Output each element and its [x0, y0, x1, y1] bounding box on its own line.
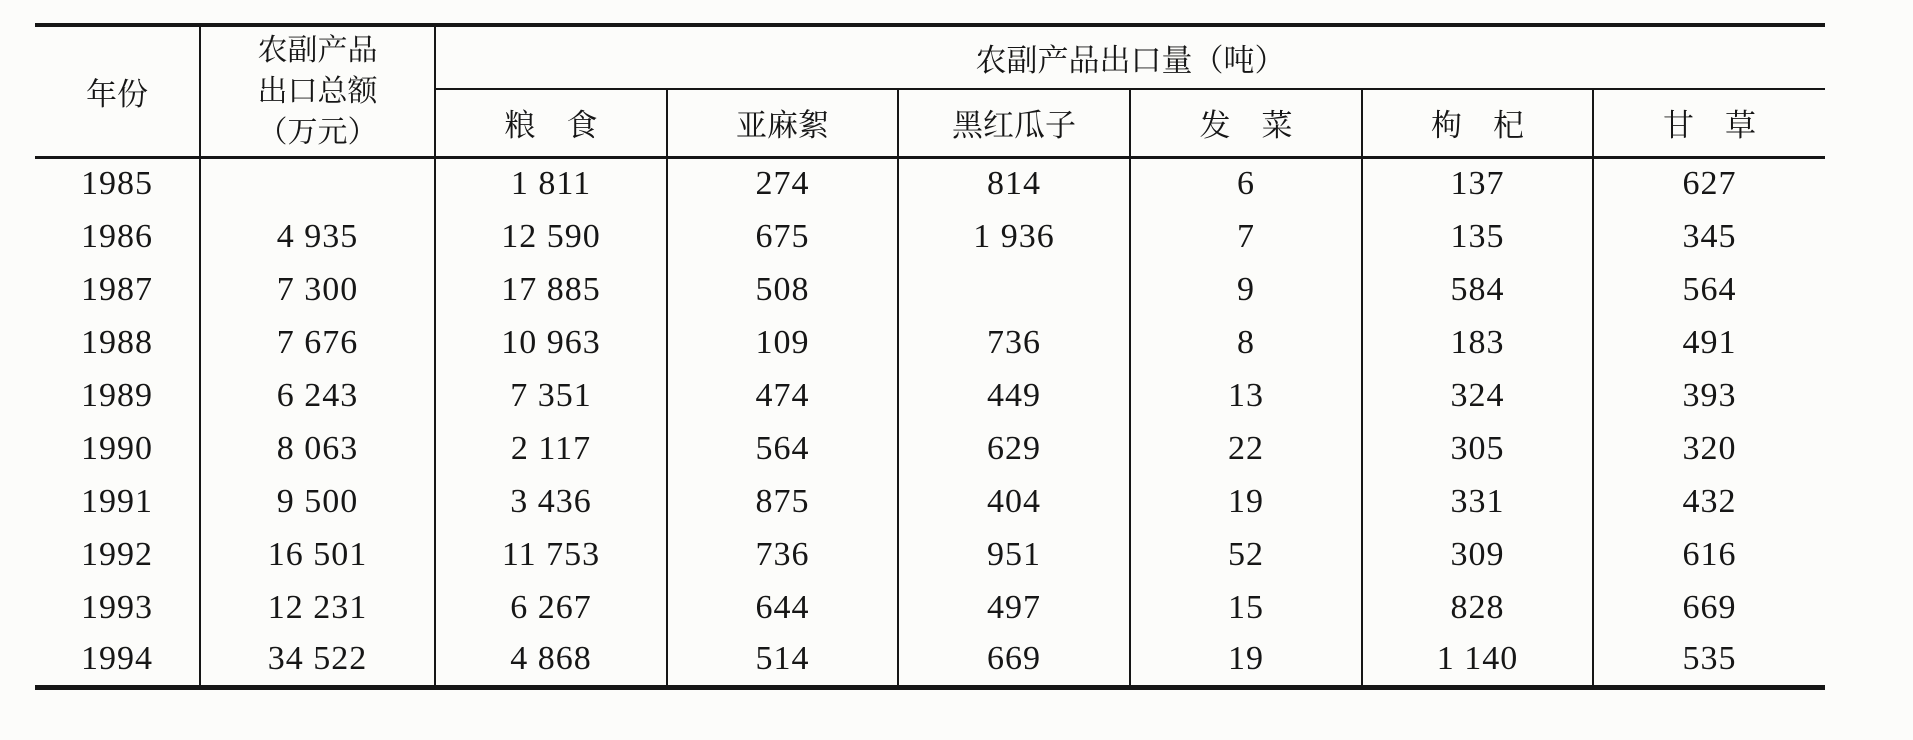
grain-cell: 17 885 — [435, 263, 667, 316]
year-cell: 1988 — [35, 316, 200, 369]
header-row-group — [35, 25, 1825, 89]
melon-seeds-cell: 814 — [898, 157, 1130, 210]
grain-cell: 11 753 — [435, 528, 667, 581]
product-header-flax: 亚麻絮 — [667, 89, 898, 157]
flax-cell: 675 — [667, 210, 898, 263]
licorice-cell: 616 — [1682, 535, 1737, 573]
licorice-cell: 320 — [1682, 429, 1737, 467]
total-export-header — [200, 25, 435, 157]
year-cell: 1990 — [35, 422, 200, 475]
licorice-cell: 535 — [1682, 640, 1737, 678]
flax-cell: 644 — [667, 581, 898, 634]
facai-cell: 22 — [1130, 422, 1362, 475]
total-cell: 8 063 — [200, 422, 435, 475]
flax-cell: 109 — [667, 316, 898, 369]
grain-cell: 12 590 — [435, 210, 667, 263]
melon-seeds-cell: 449 — [898, 369, 1130, 422]
melon-seeds-cell: 1 936 — [898, 210, 1130, 263]
year-cell: 1993 — [35, 581, 200, 634]
total-cell: 16 501 — [200, 528, 435, 581]
melon-seeds-cell: 404 — [898, 475, 1130, 528]
table-row — [35, 210, 1825, 263]
flax-cell: 736 — [667, 528, 898, 581]
grain-cell: 4 868 — [435, 634, 667, 687]
goji-cell: 305 — [1362, 422, 1593, 475]
product-header-licorice: 甘 草 — [1593, 89, 1825, 157]
year-cell: 1986 — [35, 210, 200, 263]
table-row — [35, 581, 1825, 634]
licorice-cell: 345 — [1682, 217, 1737, 255]
export-table — [35, 23, 1825, 690]
product-header-facai: 发 菜 — [1130, 89, 1362, 157]
facai-cell: 15 — [1130, 581, 1362, 634]
goji-cell: 1 140 — [1362, 634, 1593, 687]
total-cell: 6 243 — [200, 369, 435, 422]
flax-cell: 508 — [667, 263, 898, 316]
total-export-header-line3: （万元） — [257, 115, 378, 149]
total-cell: 4 935 — [200, 210, 435, 263]
grain-cell: 6 267 — [435, 581, 667, 634]
flax-cell: 564 — [667, 422, 898, 475]
grain-cell: 7 351 — [435, 369, 667, 422]
melon-seeds-cell: 951 — [898, 528, 1130, 581]
table-row — [35, 528, 1825, 581]
year-cell: 1992 — [35, 528, 200, 581]
flax-cell: 474 — [667, 369, 898, 422]
total-cell: 7 676 — [200, 316, 435, 369]
year-cell: 1987 — [35, 263, 200, 316]
facai-cell: 19 — [1130, 475, 1362, 528]
total-export-header-line2: 出口总额 — [257, 74, 378, 108]
table-row — [35, 634, 1825, 687]
facai-cell: 52 — [1130, 528, 1362, 581]
total-export-header-line1: 农副产品 — [257, 33, 378, 67]
grain-cell: 1 811 — [435, 157, 667, 210]
product-header-grain: 粮 食 — [435, 89, 667, 157]
year-cell: 1985 — [35, 157, 200, 210]
melon-seeds-cell: 497 — [898, 581, 1130, 634]
melon-seeds-cell: 629 — [898, 422, 1130, 475]
total-cell: 7 300 — [200, 263, 435, 316]
melon-seeds-cell: 736 — [898, 316, 1130, 369]
total-cell — [200, 157, 435, 210]
facai-cell: 7 — [1130, 210, 1362, 263]
licorice-cell: 627 — [1682, 165, 1737, 203]
licorice-cell: 491 — [1682, 323, 1737, 361]
flax-cell: 514 — [667, 634, 898, 687]
grain-cell: 10 963 — [435, 316, 667, 369]
facai-cell: 6 — [1130, 157, 1362, 210]
goji-cell: 324 — [1362, 369, 1593, 422]
table-row — [35, 422, 1825, 475]
facai-cell: 8 — [1130, 316, 1362, 369]
facai-cell: 19 — [1130, 634, 1362, 687]
total-cell: 12 231 — [200, 581, 435, 634]
total-cell: 9 500 — [200, 475, 435, 528]
flax-cell: 875 — [667, 475, 898, 528]
goji-cell: 331 — [1362, 475, 1593, 528]
goji-cell: 137 — [1362, 157, 1593, 210]
goji-cell: 135 — [1362, 210, 1593, 263]
licorice-cell: 564 — [1682, 270, 1737, 308]
year-header: 年份 — [35, 25, 200, 157]
grain-cell: 3 436 — [435, 475, 667, 528]
facai-cell: 9 — [1130, 263, 1362, 316]
product-header-melon-seeds: 黑红瓜子 — [898, 89, 1130, 157]
table-row — [35, 157, 1825, 210]
licorice-cell: 393 — [1682, 376, 1737, 414]
licorice-cell: 669 — [1682, 588, 1737, 626]
volume-group-header: 农副产品出口量（吨） — [435, 25, 1825, 89]
goji-cell: 584 — [1362, 263, 1593, 316]
facai-cell: 13 — [1130, 369, 1362, 422]
year-cell: 1991 — [35, 475, 200, 528]
year-cell: 1994 — [35, 634, 200, 687]
table-row — [35, 475, 1825, 528]
goji-cell: 183 — [1362, 316, 1593, 369]
table-row — [35, 263, 1825, 316]
licorice-cell: 432 — [1682, 482, 1737, 520]
total-cell: 34 522 — [200, 634, 435, 687]
melon-seeds-cell — [898, 263, 1130, 316]
melon-seeds-cell: 669 — [898, 634, 1130, 687]
table-row — [35, 369, 1825, 422]
flax-cell: 274 — [667, 157, 898, 210]
goji-cell: 828 — [1362, 581, 1593, 634]
grain-cell: 2 117 — [435, 422, 667, 475]
table-row — [35, 316, 1825, 369]
goji-cell: 309 — [1362, 528, 1593, 581]
product-header-goji: 枸 杞 — [1362, 89, 1593, 157]
year-cell: 1989 — [35, 369, 200, 422]
